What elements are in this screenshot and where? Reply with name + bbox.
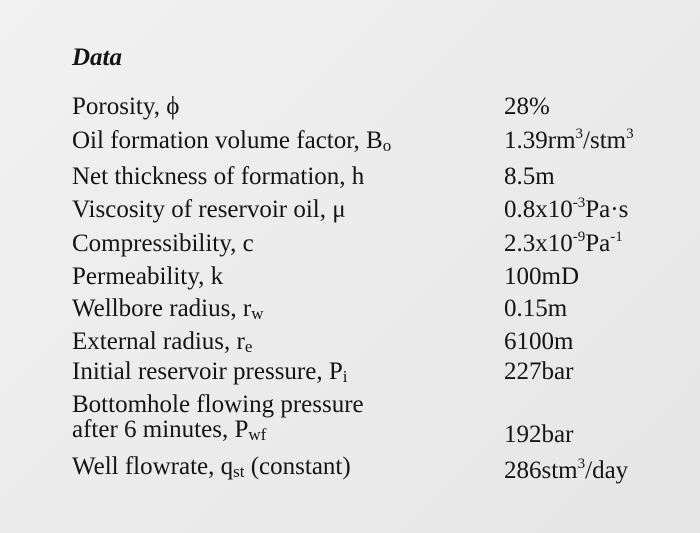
label-external-radius-main: External radius, r [72,328,245,355]
value-compressibility-main: 2.3x10 [504,230,573,257]
value-bottomhole-pressure: 192bar [504,421,574,448]
value-oil-fvf-sup1: 3 [575,126,584,142]
value-initial-pressure: 227bar [504,358,574,385]
value-viscosity-main: 0.8x10 [504,196,573,223]
label-bottomhole-line2-sub: wf [248,425,267,444]
label-bottomhole-line1: Bottomhole flowing pressure [72,391,364,418]
label-viscosity: Viscosity of reservoir oil, μ [72,196,346,223]
label-well-flowrate-tail: (constant) [244,453,351,480]
value-permeability: 100mD [504,263,579,290]
value-porosity: 28% [504,93,550,120]
label-initial-pressure-main: Initial reservoir pressure, P [72,358,343,385]
label-oil-fvf-sub: o [382,136,392,155]
label-oil-fvf-main: Oil formation volume factor, B [72,127,383,154]
label-wellbore-radius [72,294,263,326]
label-compressibility: Compressibility, c [72,230,254,257]
row-initial-pressure [0,357,700,389]
row-viscosity [0,195,700,227]
row-oil-fvf [0,126,700,158]
value-oil-fvf-sup2: 3 [626,126,634,142]
value-well-flowrate [504,456,628,489]
label-external-radius [72,327,252,359]
value-wellbore-radius: 0.15m [504,295,568,322]
value-oil-fvf-main: 1.39rm [504,127,576,154]
label-well-flowrate-sub: st [233,462,245,481]
row-external-radius [0,327,700,359]
label-external-radius-sub: e [244,337,253,356]
value-well-flowrate-main: 286stm [504,457,578,484]
label-permeability: Permeability, k [72,263,224,290]
label-well-flowrate-main: Well flowrate, q [72,453,234,480]
label-bottomhole-line2-main: after 6 minutes, P [72,416,249,443]
value-compressibility-sup1: -9 [572,229,586,245]
label-bottomhole-line2 [72,417,364,444]
label-initial-pressure-sub: i [342,367,348,386]
label-porosity: Porosity, ϕ [72,93,180,120]
value-external-radius: 6100m [504,328,574,355]
value-net-thickness: 8.5m [504,163,555,190]
value-oil-fvf [504,126,634,159]
value-compressibility-sup2: -1 [610,229,623,245]
label-net-thickness: Net thickness of formation, h [72,163,365,190]
row-wellbore-radius [0,294,700,326]
label-initial-pressure [72,357,348,389]
row-bottomhole-pressure [0,392,700,446]
value-viscosity-unit: Pa·s [585,196,629,223]
data-heading: Data [72,44,122,71]
value-compressibility-unit: Pa [585,230,611,257]
label-well-flowrate [72,452,351,484]
row-net-thickness [0,162,700,194]
value-well-flowrate-sup: 3 [577,456,586,472]
label-bottomhole-pressure [72,392,364,444]
row-porosity [0,92,700,124]
label-oil-fvf [72,126,391,158]
row-well-flowrate [0,452,700,484]
value-compressibility [504,229,623,262]
value-viscosity [504,195,628,228]
value-viscosity-sup: -3 [572,195,586,211]
row-permeability [0,262,700,294]
label-wellbore-radius-main: Wellbore radius, r [72,295,252,322]
value-oil-fvf-mid: /stm [583,127,627,154]
row-compressibility [0,229,700,261]
value-well-flowrate-unit: /day [585,457,629,484]
label-wellbore-radius-sub: w [251,304,264,323]
